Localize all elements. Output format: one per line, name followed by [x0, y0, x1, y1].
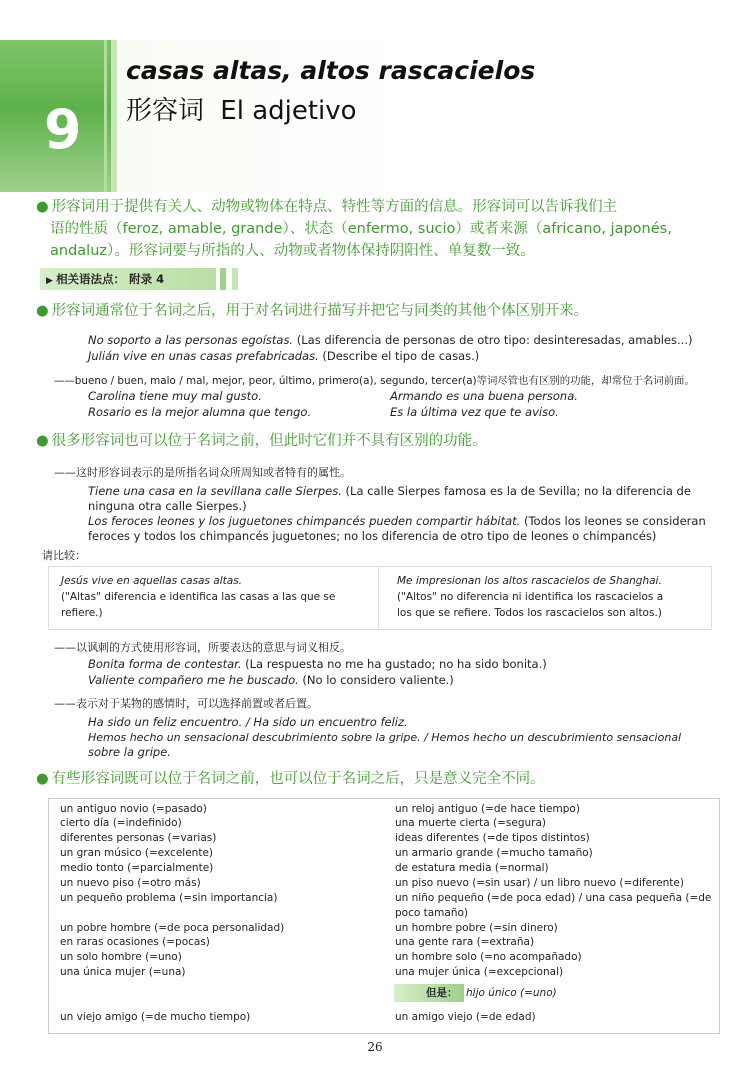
- decor-stripe: [104, 40, 107, 192]
- bullet-line: 形容词用于提供有关人、动物或物体在特点、特性等方面的信息。形容词可以告诉我们主: [51, 199, 618, 215]
- example-es: No soporto a las personas egoístas.: [88, 333, 294, 347]
- example-sentence: [88, 514, 706, 529]
- list-item: una mujer única (=excepcional): [395, 966, 564, 978]
- compare-text: Jesús vive en aquellas casas altas.: [61, 575, 243, 587]
- example-sentence: [88, 349, 479, 364]
- list-item: un antiguo novio (=pasado): [60, 803, 207, 815]
- example-es: Hemos hecho un sensacional descubrimiento sobre la gripe. / Hemos hecho un descubrimiento sensacional: [88, 731, 682, 744]
- compare-text: los que se refiere. Todos los rascacielos son altos.): [397, 607, 662, 619]
- list-item: diferentes personas (=varias): [60, 832, 217, 844]
- list-item: un piso nuevo (=sin usar) / un libro nuevo (=diferente): [395, 877, 684, 889]
- compare-text: ("Altas" diferencia e identifica las casas a las que se: [61, 591, 336, 603]
- compare-box: [48, 566, 712, 630]
- example-sentence: [390, 405, 559, 420]
- list-item: un niño pequeño (=de poca edad) / una casa pequeña (=de: [395, 892, 712, 904]
- note-line: ——表示对于某物的感情时，可以选择前置或者后置。: [54, 697, 318, 710]
- triangle-icon: ▶: [46, 276, 57, 286]
- example-es: Rosario es la mejor alumna que tengo.: [88, 405, 312, 419]
- compare-label: 请比较：: [42, 549, 86, 562]
- list-item: en raras ocasiones (=pocas): [60, 936, 210, 948]
- list-item: de estatura media (=normal): [395, 862, 549, 874]
- compare-text: Me impresionan los altos rascacielos de Shanghai.: [397, 575, 662, 587]
- example-es: Ha sido un feliz encuentro. / Ha sido un encuentro feliz.: [88, 715, 408, 729]
- example-sentence: [88, 405, 311, 420]
- list-item: un gran músico (=excelente): [60, 847, 213, 859]
- bullet-dot-icon: ●: [36, 433, 49, 449]
- list-item: poco tamaño): [395, 907, 469, 919]
- list-item: una única mujer (=una): [60, 966, 186, 978]
- chapter-title-cn: [126, 90, 357, 127]
- compare-text: refiere.): [61, 607, 103, 619]
- example-es: Es la última vez que te aviso.: [390, 405, 559, 419]
- example-es: Valiente compañero me he buscado.: [88, 673, 299, 687]
- list-item: hijo único (=uno): [466, 987, 557, 999]
- note-line: ——这时形容词表示的是所指名词众所周知或者特有的属性。: [54, 466, 351, 479]
- related-value: 附录 4: [129, 272, 165, 286]
- bullet-meaning-change: [36, 768, 545, 790]
- note-line: ——以讽刺的方式使用形容词，所要表达的意思与词义相反。: [54, 641, 351, 654]
- title-cn-es-text: El adjetivo: [220, 96, 357, 126]
- list-item: un solo hombre (=uno): [60, 951, 182, 963]
- example-sentence: [88, 529, 656, 544]
- example-gloss: ninguna otra calle Sierpes.): [88, 499, 247, 513]
- example-es: Julián vive en unas casas prefabricadas.: [88, 349, 319, 363]
- bullet-intro: [36, 196, 726, 262]
- list-item: un amigo viejo (=de edad): [395, 1011, 536, 1023]
- example-gloss: (Todos los leones se consideran: [520, 514, 706, 528]
- example-es: sobre la gripe.: [88, 745, 171, 759]
- bullet-dot-icon: ●: [36, 771, 49, 787]
- title-cn-text: 形容词: [126, 96, 205, 126]
- example-gloss: feroces y todos los chimpancés juguetones; no los diferencia de otro tipo de leones o chimpancés): [88, 529, 657, 543]
- list-item: medio tonto (=parcialmente): [60, 862, 214, 874]
- example-gloss: (Las diferencia de personas de otro tipo: desinteresadas, amables...): [293, 333, 693, 347]
- example-sentence: [88, 673, 454, 688]
- list-item: ideas diferentes (=de tipos distintos): [395, 832, 590, 844]
- bullet-preposition: [36, 430, 487, 452]
- list-item: una muerte cierta (=segura): [395, 817, 547, 829]
- list-item: un armario grande (=mucho tamaño): [395, 847, 593, 859]
- list-item: un reloj antiguo (=de hace tiempo): [395, 803, 580, 815]
- example-gloss: (La respuesta no me ha gustado; no ha sido bonita.): [241, 657, 547, 671]
- compare-left: [61, 573, 335, 621]
- related-grammar-link[interactable]: [40, 268, 216, 290]
- chapter-number-box: [0, 40, 117, 192]
- decor-bar: [232, 268, 238, 290]
- example-es: Los feroces leones y los juguetones chimpancés pueden compartir hábitat.: [88, 514, 521, 528]
- list-item: cierto día (=indefinido): [60, 817, 182, 829]
- decor-stripe: [111, 40, 117, 192]
- page-number: 26: [367, 1040, 383, 1054]
- chapter-number: 9: [44, 98, 82, 161]
- example-sentence: [390, 389, 578, 404]
- list-item: un hombre pobre (=sin dinero): [395, 922, 558, 934]
- bullet-line: 有些形容词既可以位于名词之前，也可以位于名词之后，只是意义完全不同。: [51, 771, 545, 787]
- compare-right: [397, 573, 663, 621]
- example-es: Bonita forma de contestar.: [88, 657, 242, 671]
- example-sentence: [88, 730, 681, 745]
- chapter-title-es: casas altas, altos rascacielos: [126, 56, 536, 85]
- related-label: 相关语法点：: [56, 272, 126, 286]
- note-line: ——bueno / buen, malo / mal, mejor, peor, último, primero(a), segundo, tercer(a)等词尽管也有区别的功能，却常位于名词前面。: [54, 375, 695, 387]
- bullet-line: andaluz）。形容词要与所指的人、动物或者物体保持阴阳性、单复数一致。: [50, 243, 535, 259]
- list-item: un pequeño problema (=sin importancia): [60, 892, 278, 904]
- example-es: Armando es una buena persona.: [390, 389, 578, 403]
- example-sentence: [88, 499, 247, 514]
- example-gloss: (La calle Sierpes famosa es la de Sevilla; no la diferencia de: [341, 484, 691, 498]
- example-gloss: (No lo considero valiente.): [298, 673, 454, 687]
- list-item: un viejo amigo (=de mucho tiempo): [60, 1011, 251, 1023]
- divider: [378, 567, 379, 629]
- example-sentence: [88, 657, 547, 672]
- but-label: 但是：: [426, 987, 458, 999]
- example-es: Tiene una casa en la sevillana calle Sierpes.: [88, 484, 342, 498]
- example-gloss: (Describe el tipo de casas.): [318, 349, 480, 363]
- bullet-line: 语的性质（feroz, amable, grande）、状态（enfermo, sucio）或者来源（africano, japonés,: [50, 221, 672, 237]
- bullet-postposition: [36, 300, 588, 322]
- decor-bar: [220, 268, 226, 290]
- list-item: un nuevo piso (=otro más): [60, 877, 201, 889]
- example-sentence: [88, 389, 262, 404]
- example-sentence: [88, 745, 171, 760]
- example-sentence: [88, 715, 408, 730]
- bullet-dot-icon: ●: [36, 199, 49, 215]
- compare-text: ("Altos" no diferencia ni identifica los rascacielos a: [397, 591, 664, 603]
- bullet-line: 形容词通常位于名词之后，用于对名词进行描写并把它与同类的其他个体区别开来。: [51, 303, 589, 319]
- list-item: un hombre solo (=no acompañado): [395, 951, 582, 963]
- list-item: un pobre hombre (=de poca personalidad): [60, 922, 285, 934]
- list-item: una gente rara (=extraña): [395, 936, 535, 948]
- bullet-line: 很多形容词也可以位于名词之前，但此时它们并不具有区别的功能。: [51, 433, 487, 449]
- example-sentence: [88, 484, 691, 499]
- bullet-dot-icon: ●: [36, 303, 49, 319]
- example-es: Carolina tiene muy mal gusto.: [88, 389, 262, 403]
- example-sentence: [88, 333, 692, 348]
